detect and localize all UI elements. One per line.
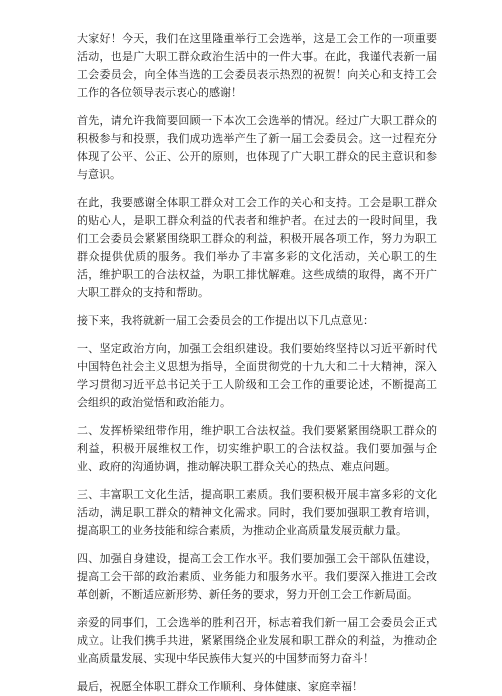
paragraph-greeting: 大家好！今天，我们在这里隆重举行工会选举，这是工会工作的一项重要活动，也是广大职工群众政治生活中的一件大事。在此，我谨代表新一届工会委员会，向全体当选的工会委员表示热烈的祝贺！向关心和支持工会工作的各位领导表示衷心的感谢！ [77, 32, 437, 99]
paragraph-point-two: 二、发挥桥梁纽带作用，维护职工合法权益。我们要紧紧围绕职工群众的利益，积极开展维权工作，切实维护职工的合法权益。我们要加强与企业、政府的沟通协调，推动解决职工群众关心的热点、难点问题。 [77, 424, 437, 473]
paragraph-closing-wishes: 最后，祝愿全体职工群众工作顺利、身体健康、家庭幸福！ [77, 680, 363, 693]
paragraph-election-review: 首先，请允许我简要回顾一下本次工会选举的情况。经过广大职工群众的积极参与和投票，我们成功选举产生了新一届工会委员会。这一过程充分体现了公平、公正、公开的原则，也体现了广大职工群众的民主意识和参与意识。 [77, 114, 437, 181]
paragraph-intro-opinions: 接下来，我将就新一届工会委员会的工作提出以下几点意见： [77, 314, 374, 327]
paragraph-point-three: 三、丰富职工文化生活，提高职工素质。我们要积极开展丰富多彩的文化活动，满足职工群众的精神文化需求。同时，我们要加强职工教育培训，提高职工的业务技能和综合素质，为推动企业高质量发展贡献力量。 [77, 488, 437, 537]
paragraph-call-to-action: 亲爱的同事们，工会选举的胜利召开，标志着我们新一届工会委员会正式成立。让我们携手共进，紧紧围绕企业发展和职工群众的利益，为推动企业高质量发展、实现中华民族伟大复兴的中国梦而努力奋斗！ [77, 616, 437, 665]
paragraph-point-four: 四、加强自身建设，提高工会工作水平。我们要加强工会干部队伍建设，提高工会干部的政治素质、业务能力和服务水平。我们要深入推进工会改革创新，不断适应新形势、新任务的要求，努力开创工会工作新局面。 [77, 552, 437, 601]
paragraph-thanks: 在此，我要感谢全体职工群众对工会工作的关心和支持。工会是职工群众的贴心人，是职工群众利益的代表者和维护者。在过去的一段时间里，我们工会委员会紧紧围绕职工群众的利益，积极开展各项工作，努力为职工群众提供优质的服务。我们举办了丰富多彩的文化活动，关心职工的生活，维护职工的合法权益，为职工排忧解难。这些成绩的取得，离不开广大职工群众的支持和帮助。 [77, 196, 437, 299]
document-body [77, 30, 437, 696]
paragraph-point-one: 一、坚定政治方向，加强工会组织建设。我们要始终坚持以习近平新时代中国特色社会主义思想为指导，全面贯彻党的十九大和二十大精神，深入学习贯彻习近平总书记关于工人阶级和工会工作的重要论述，不断提高工会组织的政治觉悟和政治能力。 [77, 342, 437, 409]
